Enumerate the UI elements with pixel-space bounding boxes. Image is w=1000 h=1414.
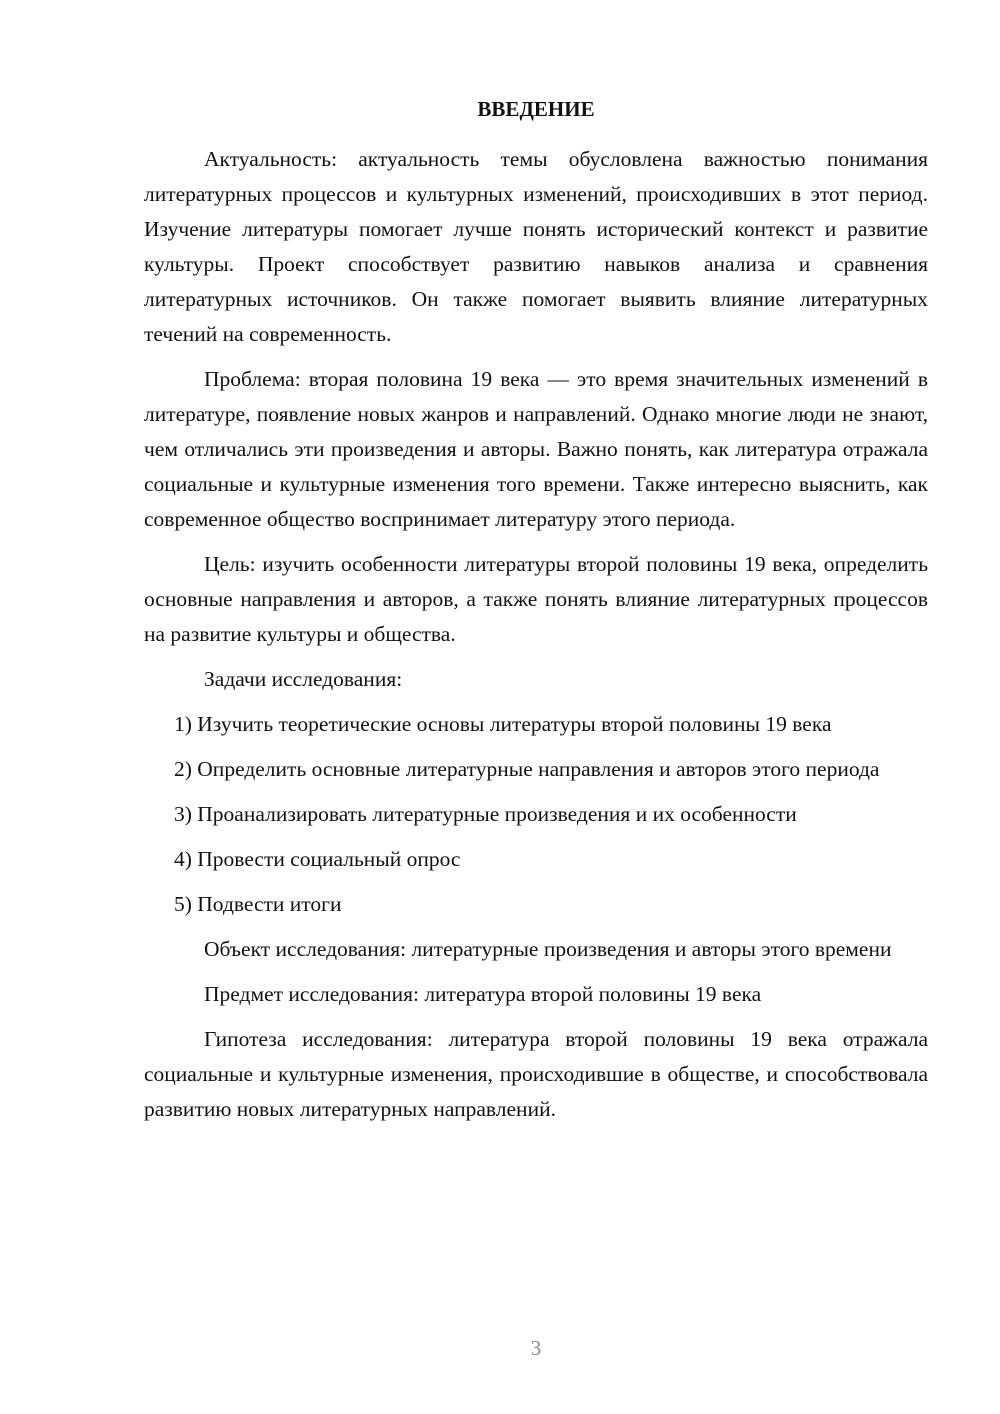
tasks-heading: Задачи исследования: xyxy=(204,667,403,691)
task-item-2: 2) Определить основные литературные направления и авторов этого периода xyxy=(174,757,880,781)
task-item-4: 4) Провести социальный опрос xyxy=(174,847,461,871)
task-item-3: 3) Проанализировать литературные произведения и их особенности xyxy=(174,802,797,826)
relevance-paragraph: Актуальность: актуальность темы обусловлена важностью понимания литературных процессов и культурных изменений, происходивших в этот период. Изучение литературы помогает лучше понять исторический контекст и развитие культуры. Проект способствует развитию навыков анализа и сравнения литературных источников. Он также помогает выявить влияние литературных течений на современность. xyxy=(144,147,928,346)
object-paragraph: Объект исследования: литературные произведения и авторы этого времени xyxy=(204,937,892,961)
problem-paragraph: Проблема: вторая половина 19 века — это время значительных изменений в литературе, появление новых жанров и направлений. Однако многие люди не знают, чем отличались эти произведения и авторы. Важно понять, как литература отражала социальные и культурные изменения того времени. Также интересно выяснить, как современное общество воспринимает литературу этого периода. xyxy=(144,367,928,531)
goal-paragraph: Цель: изучить особенности литературы второй половины 19 века, определить основные направления и авторов, а также понять влияние литературных процессов на развитие культуры и общества. xyxy=(144,552,928,646)
task-item-5: 5) Подвести итоги xyxy=(174,892,342,916)
subject-paragraph: Предмет исследования: литература второй половины 19 века xyxy=(204,982,762,1006)
page-title: ВВЕДЕНИЕ xyxy=(477,97,595,121)
document-page xyxy=(144,96,928,1137)
task-item-1: 1) Изучить теоретические основы литературы второй половины 19 века xyxy=(174,712,832,736)
page-number: 3 xyxy=(530,1336,542,1360)
tasks-list xyxy=(144,707,928,922)
hypothesis-paragraph: Гипотеза исследования: литература второй половины 19 века отражала социальные и культурные изменения, происходившие в обществе, и способствовала развитию новых литературных направлений. xyxy=(144,1027,928,1121)
